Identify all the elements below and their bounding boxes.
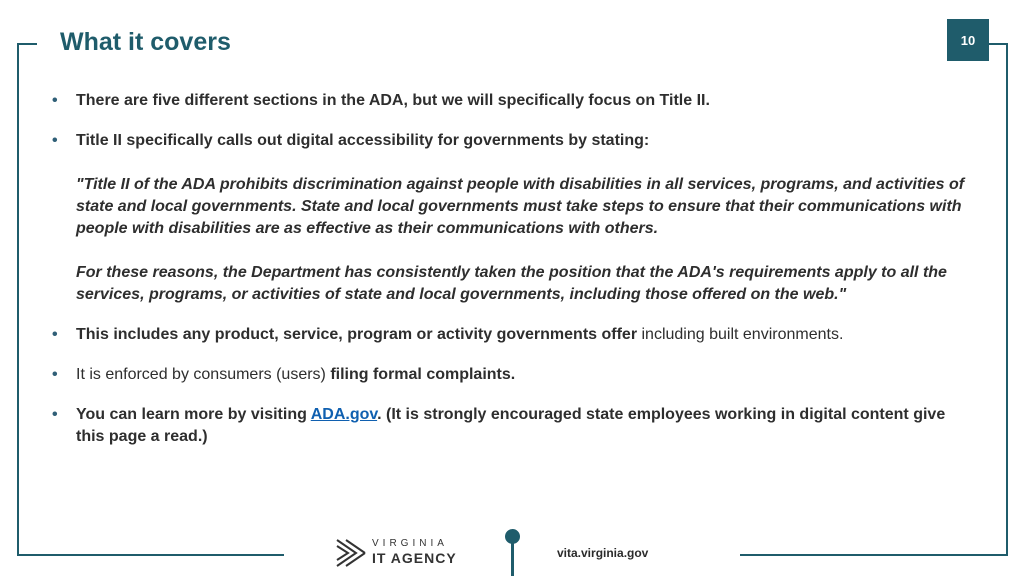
quote-paragraph: For these reasons, the Department has consistently taken the position that the ADA's requirements apply to all the services, programs, or activities of state and local governments, including those offered on the web." [76,264,947,303]
frame-top-left-line [17,43,37,45]
bullet-icon: • [52,326,58,343]
list-item [52,90,967,112]
list-item [52,324,967,346]
list-item [52,130,967,306]
frame-right-line [1006,43,1008,556]
bullet-text-suffix: . (It is strongly encouraged state employees working in digital content give this page a read.) [76,406,946,445]
page-title: What it covers [60,28,231,56]
footer-url: vita.virginia.gov [557,546,649,560]
pin-stem [511,540,514,576]
ada-quote [76,174,967,306]
slide-content [52,90,967,466]
list-item [52,364,967,386]
ada-gov-link[interactable]: ADA.gov [310,406,378,423]
vita-chevron-logo-icon [334,536,368,570]
bullet-text-bold: This includes any product, service, program or activity governments offer [76,326,638,343]
bullet-icon: • [52,132,58,149]
quote-paragraph: "Title II of the ADA prohibits discrimination against people with disabilities in all services, programs, and activities of state and local governments. State and local governments must take steps to ensure that their communications with people with disabilities are as effective as their communications with others. [76,176,965,237]
frame-bottom-left-line [17,554,284,556]
bullet-icon: • [52,366,58,383]
frame-bottom-right-line [740,554,1008,556]
bullet-icon: • [52,92,58,109]
list-item [52,404,967,448]
bullet-text-rest: including built environments. [637,326,844,343]
agency-logo-text [372,538,457,566]
bullet-text-prefix: Title II [76,132,127,149]
bullet-text: There are five different sections in the ADA, but we will specifically focus on Title II. [76,92,710,109]
bullet-text-prefix: It is enforced by consumers (users) [76,366,331,383]
bullet-icon: • [52,406,58,423]
logo-bottom-text: IT AGENCY [372,550,457,566]
page-number-badge: 10 [947,19,989,61]
logo-top-text: VIRGINIA [372,538,448,549]
bullet-text-bold: filing formal complaints. [330,366,516,383]
frame-left-line [17,43,19,556]
bullet-text-bold: specifically calls out digital accessibility for governments by stating: [126,132,650,149]
bullet-text-prefix: You can learn more by visiting [76,406,311,423]
